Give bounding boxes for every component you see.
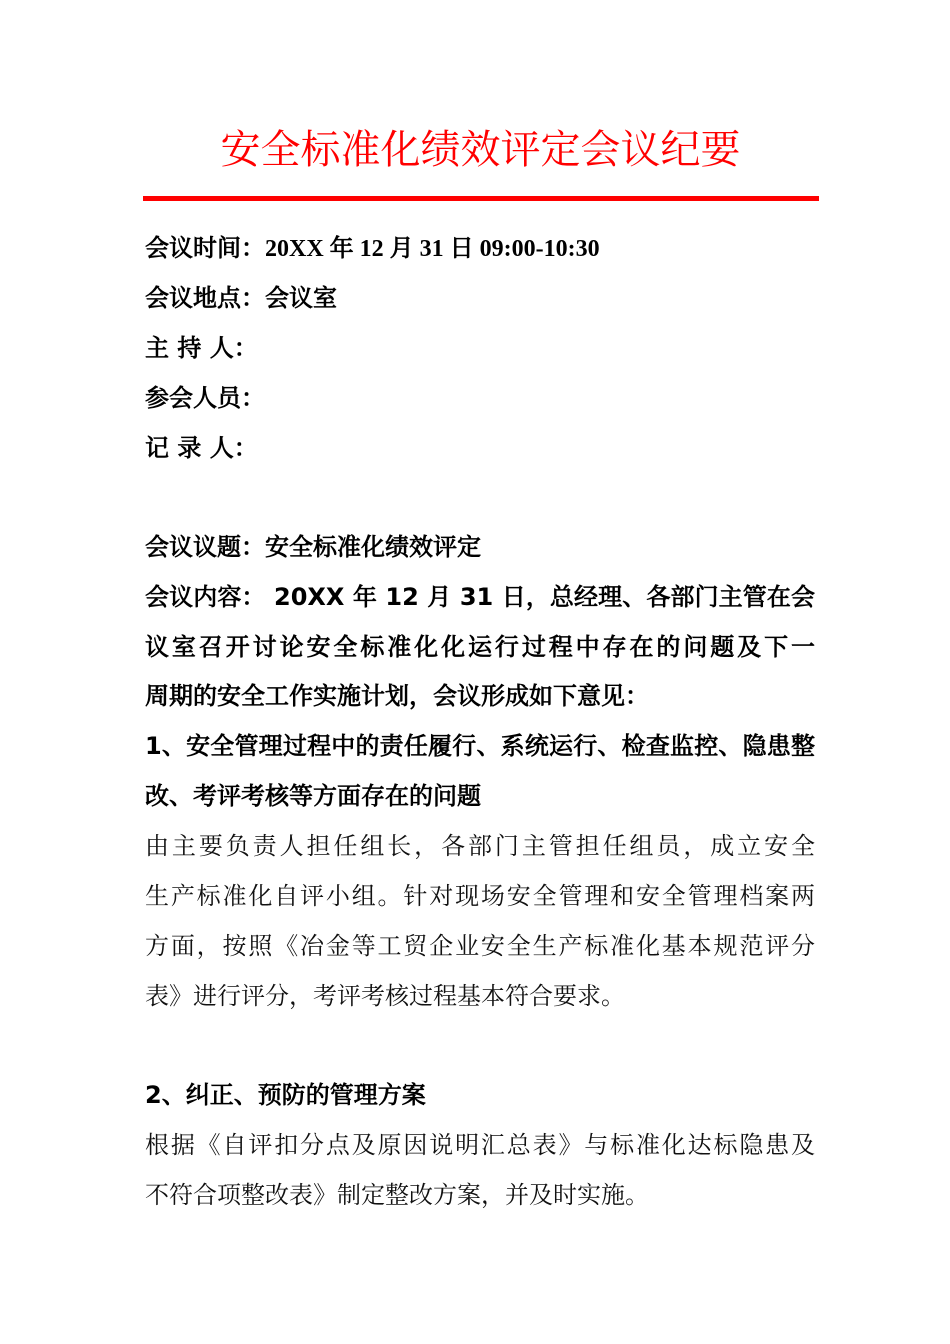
meeting-attendees	[145, 383, 815, 413]
meeting-place	[145, 283, 815, 313]
meeting-recorder	[145, 433, 815, 463]
meeting-content-line-2: 议室召开讨论安全标准化化运行过程中存在的问题及下一	[145, 633, 815, 661]
meeting-content-label: 会议内容：	[145, 583, 266, 611]
meeting-place-label: 会议地点：	[145, 284, 265, 312]
title-divider	[143, 196, 819, 201]
meeting-topic-label: 会议议题：	[145, 533, 265, 561]
meeting-host-label: 主 持 人：	[145, 334, 258, 362]
meeting-topic	[145, 532, 815, 562]
meeting-topic-value: 安全标准化绩效评定	[265, 533, 481, 561]
section-1-heading-line-1: 1、安全管理过程中的责任履行、系统运行、检查监控、隐患整	[145, 732, 815, 760]
meeting-content-line-1	[145, 582, 815, 612]
meeting-recorder-label: 记 录 人：	[145, 434, 258, 462]
meeting-place-value: 会议室	[265, 284, 337, 312]
meeting-host	[145, 333, 815, 363]
meeting-content-line-3: 周期的安全工作实施计划，会议形成如下意见：	[145, 682, 649, 710]
section-2-body-line-1: 根据《自评扣分点及原因说明汇总表》与标准化达标隐患及	[145, 1131, 815, 1159]
section-1-heading-line-2: 改、考评考核等方面存在的问题	[145, 782, 481, 810]
meeting-time-value: 20XX 年 12 月 31 日 09:00-10:30	[265, 236, 600, 262]
document-title: 安全标准化绩效评定会议纪要	[220, 127, 741, 173]
meeting-attendees-label: 参会人员：	[145, 384, 265, 412]
section-2-heading: 2、纠正、预防的管理方案	[145, 1081, 426, 1109]
section-1-body-line-1: 由主要负责人担任组长，各部门主管担任组员，成立安全	[145, 832, 815, 860]
meeting-time	[145, 233, 815, 264]
meeting-time-label: 会议时间：	[145, 234, 265, 262]
section-2-body-line-2: 不符合项整改表》制定整改方案，并及时实施。	[145, 1181, 649, 1209]
meeting-content-text: 20XX 年 12 月 31 日，总经理、各部门主管在会	[265, 583, 815, 611]
section-1-body-line-4: 表》进行评分，考评考核过程基本符合要求。	[145, 982, 625, 1010]
section-1-body-line-2: 生产标准化自评小组。针对现场安全管理和安全管理档案两	[145, 882, 815, 910]
section-1-body-line-3: 方面，按照《冶金等工贸企业安全生产标准化基本规范评分	[145, 932, 815, 960]
